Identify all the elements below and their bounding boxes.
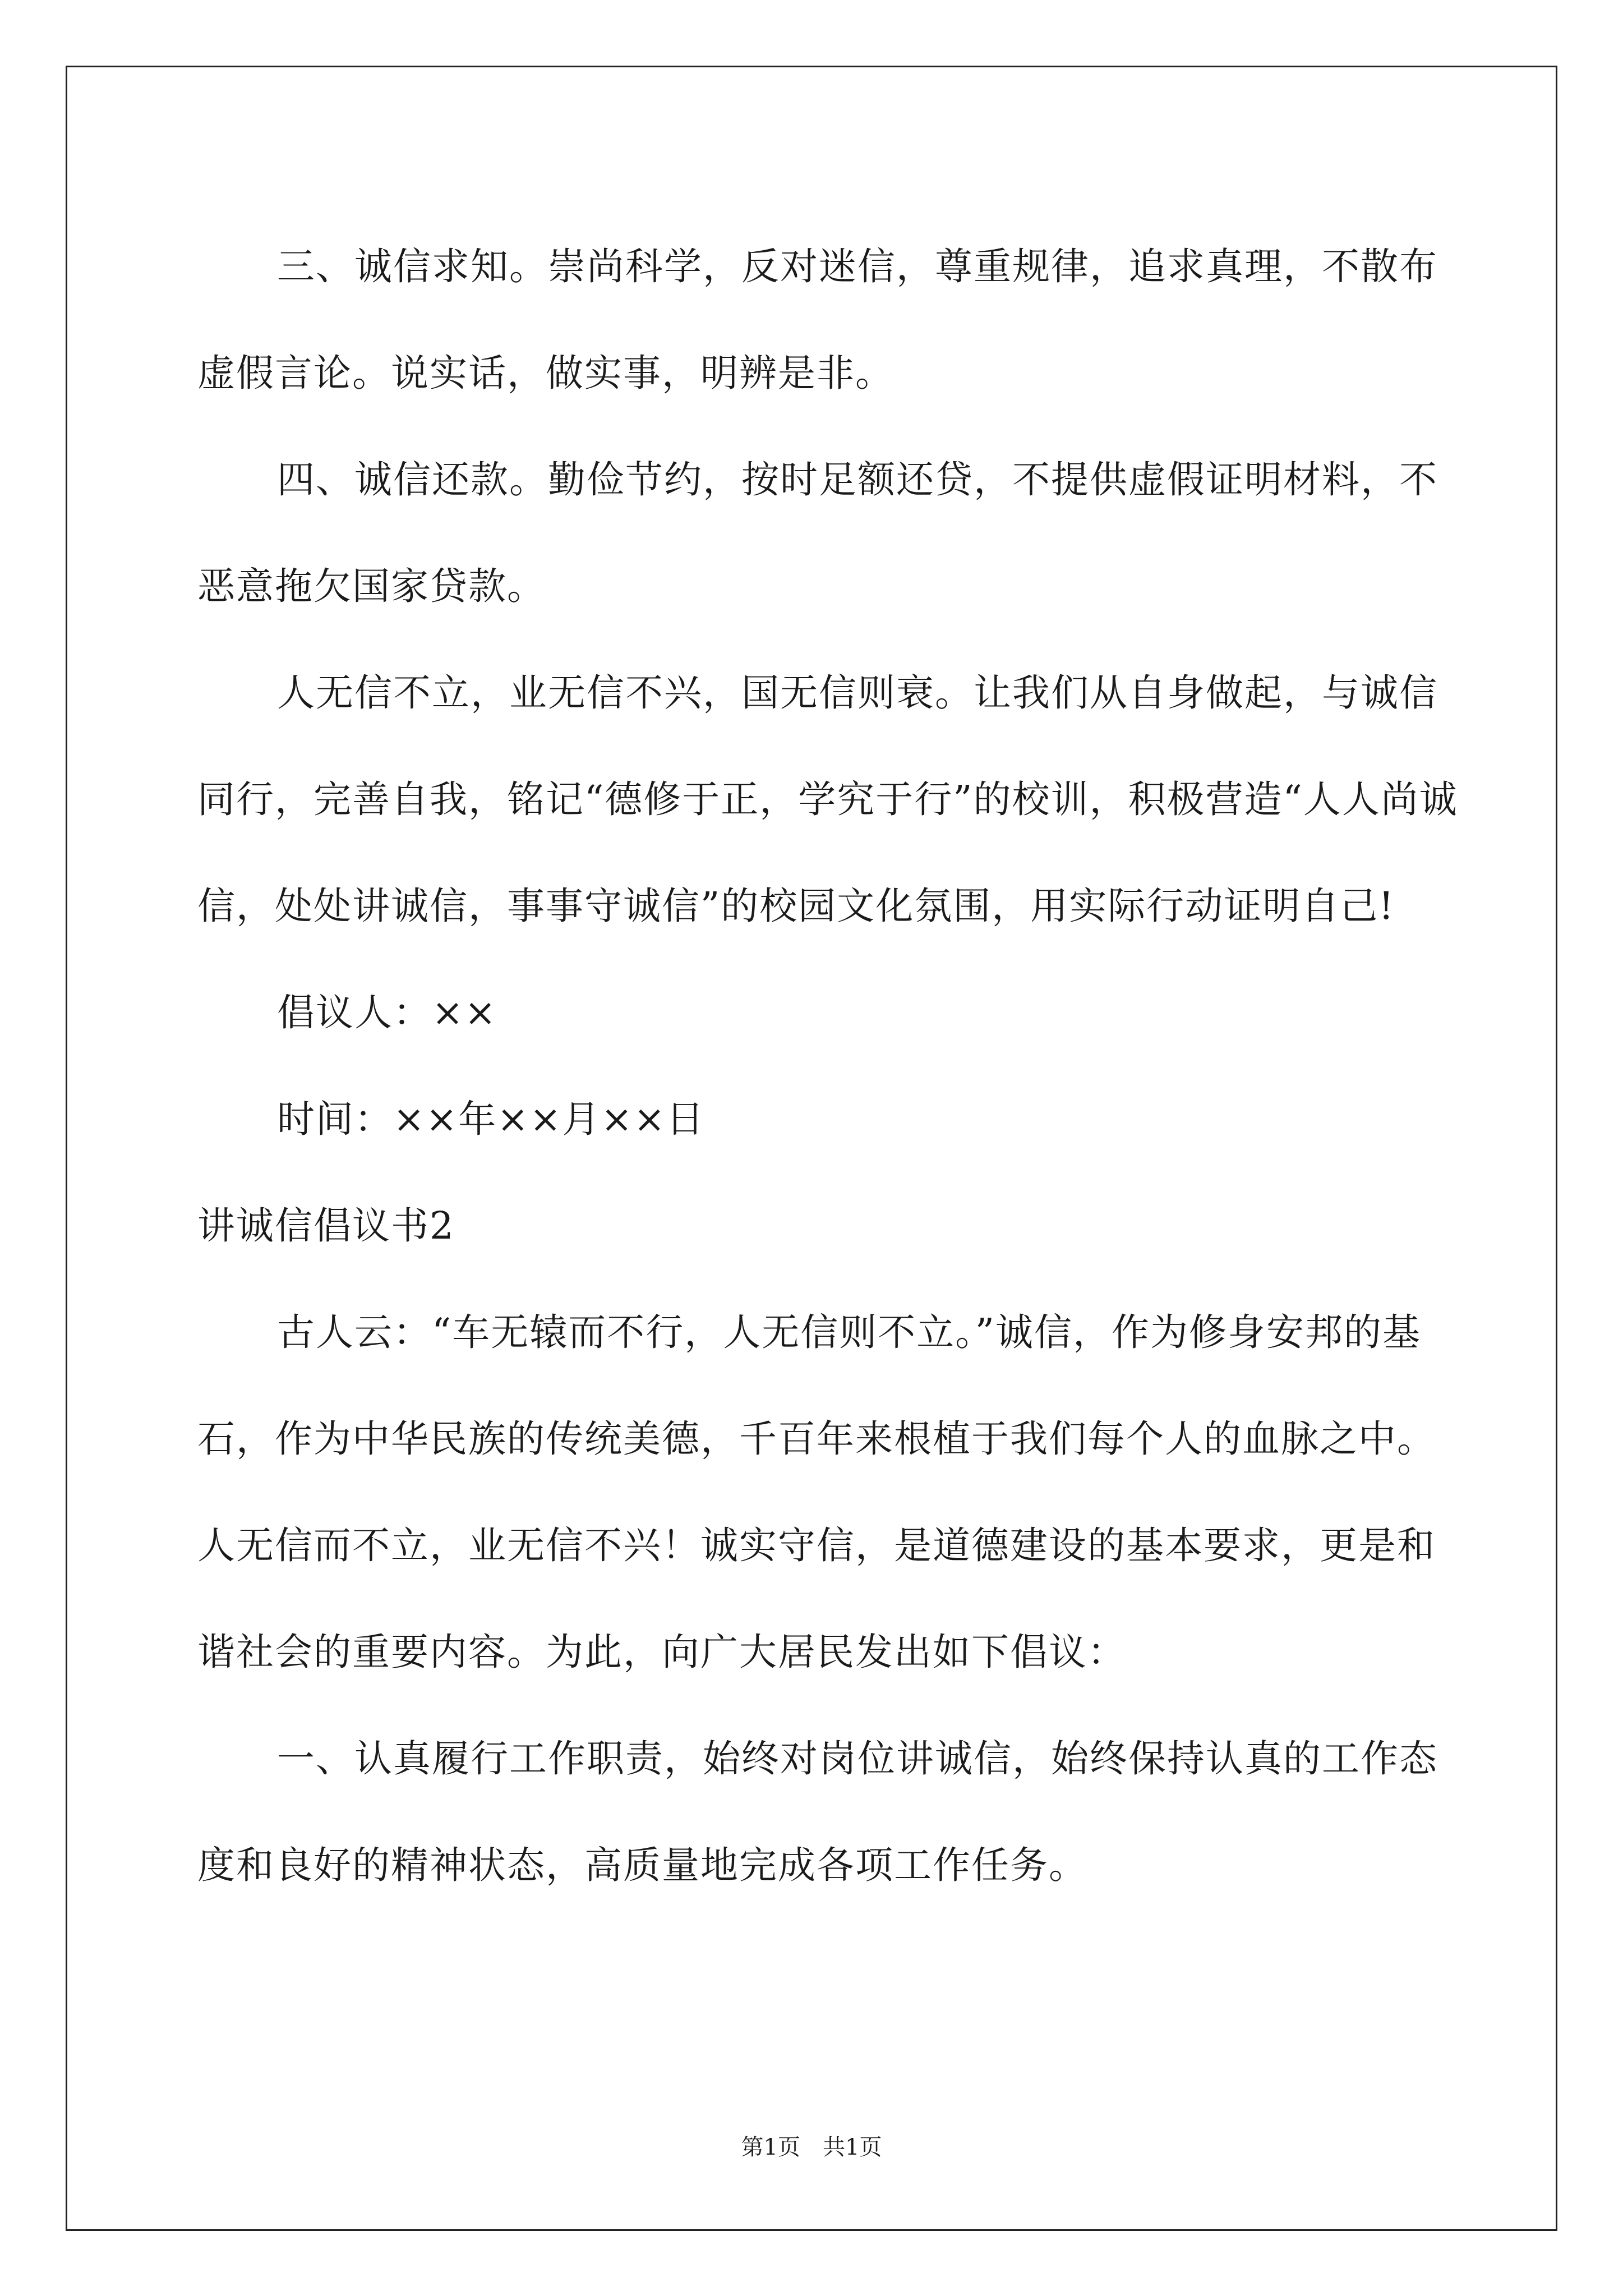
date-line: 时间：××年××月××日 — [277, 1097, 705, 1141]
paragraph-call-to-action: 人无信不立，业无信不兴，国无信则衰。让我们从自身做起，与诚信同行，完善自我，铭记“德修于正，学究于行”的校训，积极营造“人人尚诚信，处处讲诚信，事事守诚信”的校园文化氛围，用实际行动证明自己! — [197, 671, 1458, 928]
paragraph-proposal-one: 一、认真履行工作职责，始终对岗位讲诚信，始终保持认真的工作态度和良好的精神状态，高质量地完成各项工作任务。 — [197, 1737, 1438, 1887]
paragraph-intro-quote: 古人云：“车无辕而不行，人无信则不立。”诚信，作为修身安邦的基石，作为中华民族的传统美德，千百年来根植于我们每个人的血脉之中。人无信而不立，业无信不兴！诚实守信，是道德建设的基本要求，更是和谐社会的重要内容。为此，向广大居民发出如下倡议： — [197, 1310, 1436, 1674]
paragraph-honesty-repayment: 四、诚信还款。勤俭节约，按时足额还贷，不提供虚假证明材料，不恶意拖欠国家贷款。 — [197, 458, 1438, 608]
section-heading: 讲诚信倡议书2 — [197, 1204, 455, 1248]
paragraph-honesty-knowledge: 三、诚信求知。崇尚科学，反对迷信，尊重规律，追求真理，不散布虚假言论。说实话，做实事，明辨是非。 — [197, 245, 1438, 395]
page-footer: 第1页 共1页 — [741, 2134, 882, 2160]
initiator-line: 倡议人：×× — [277, 991, 497, 1034]
document-body — [197, 213, 1470, 1918]
